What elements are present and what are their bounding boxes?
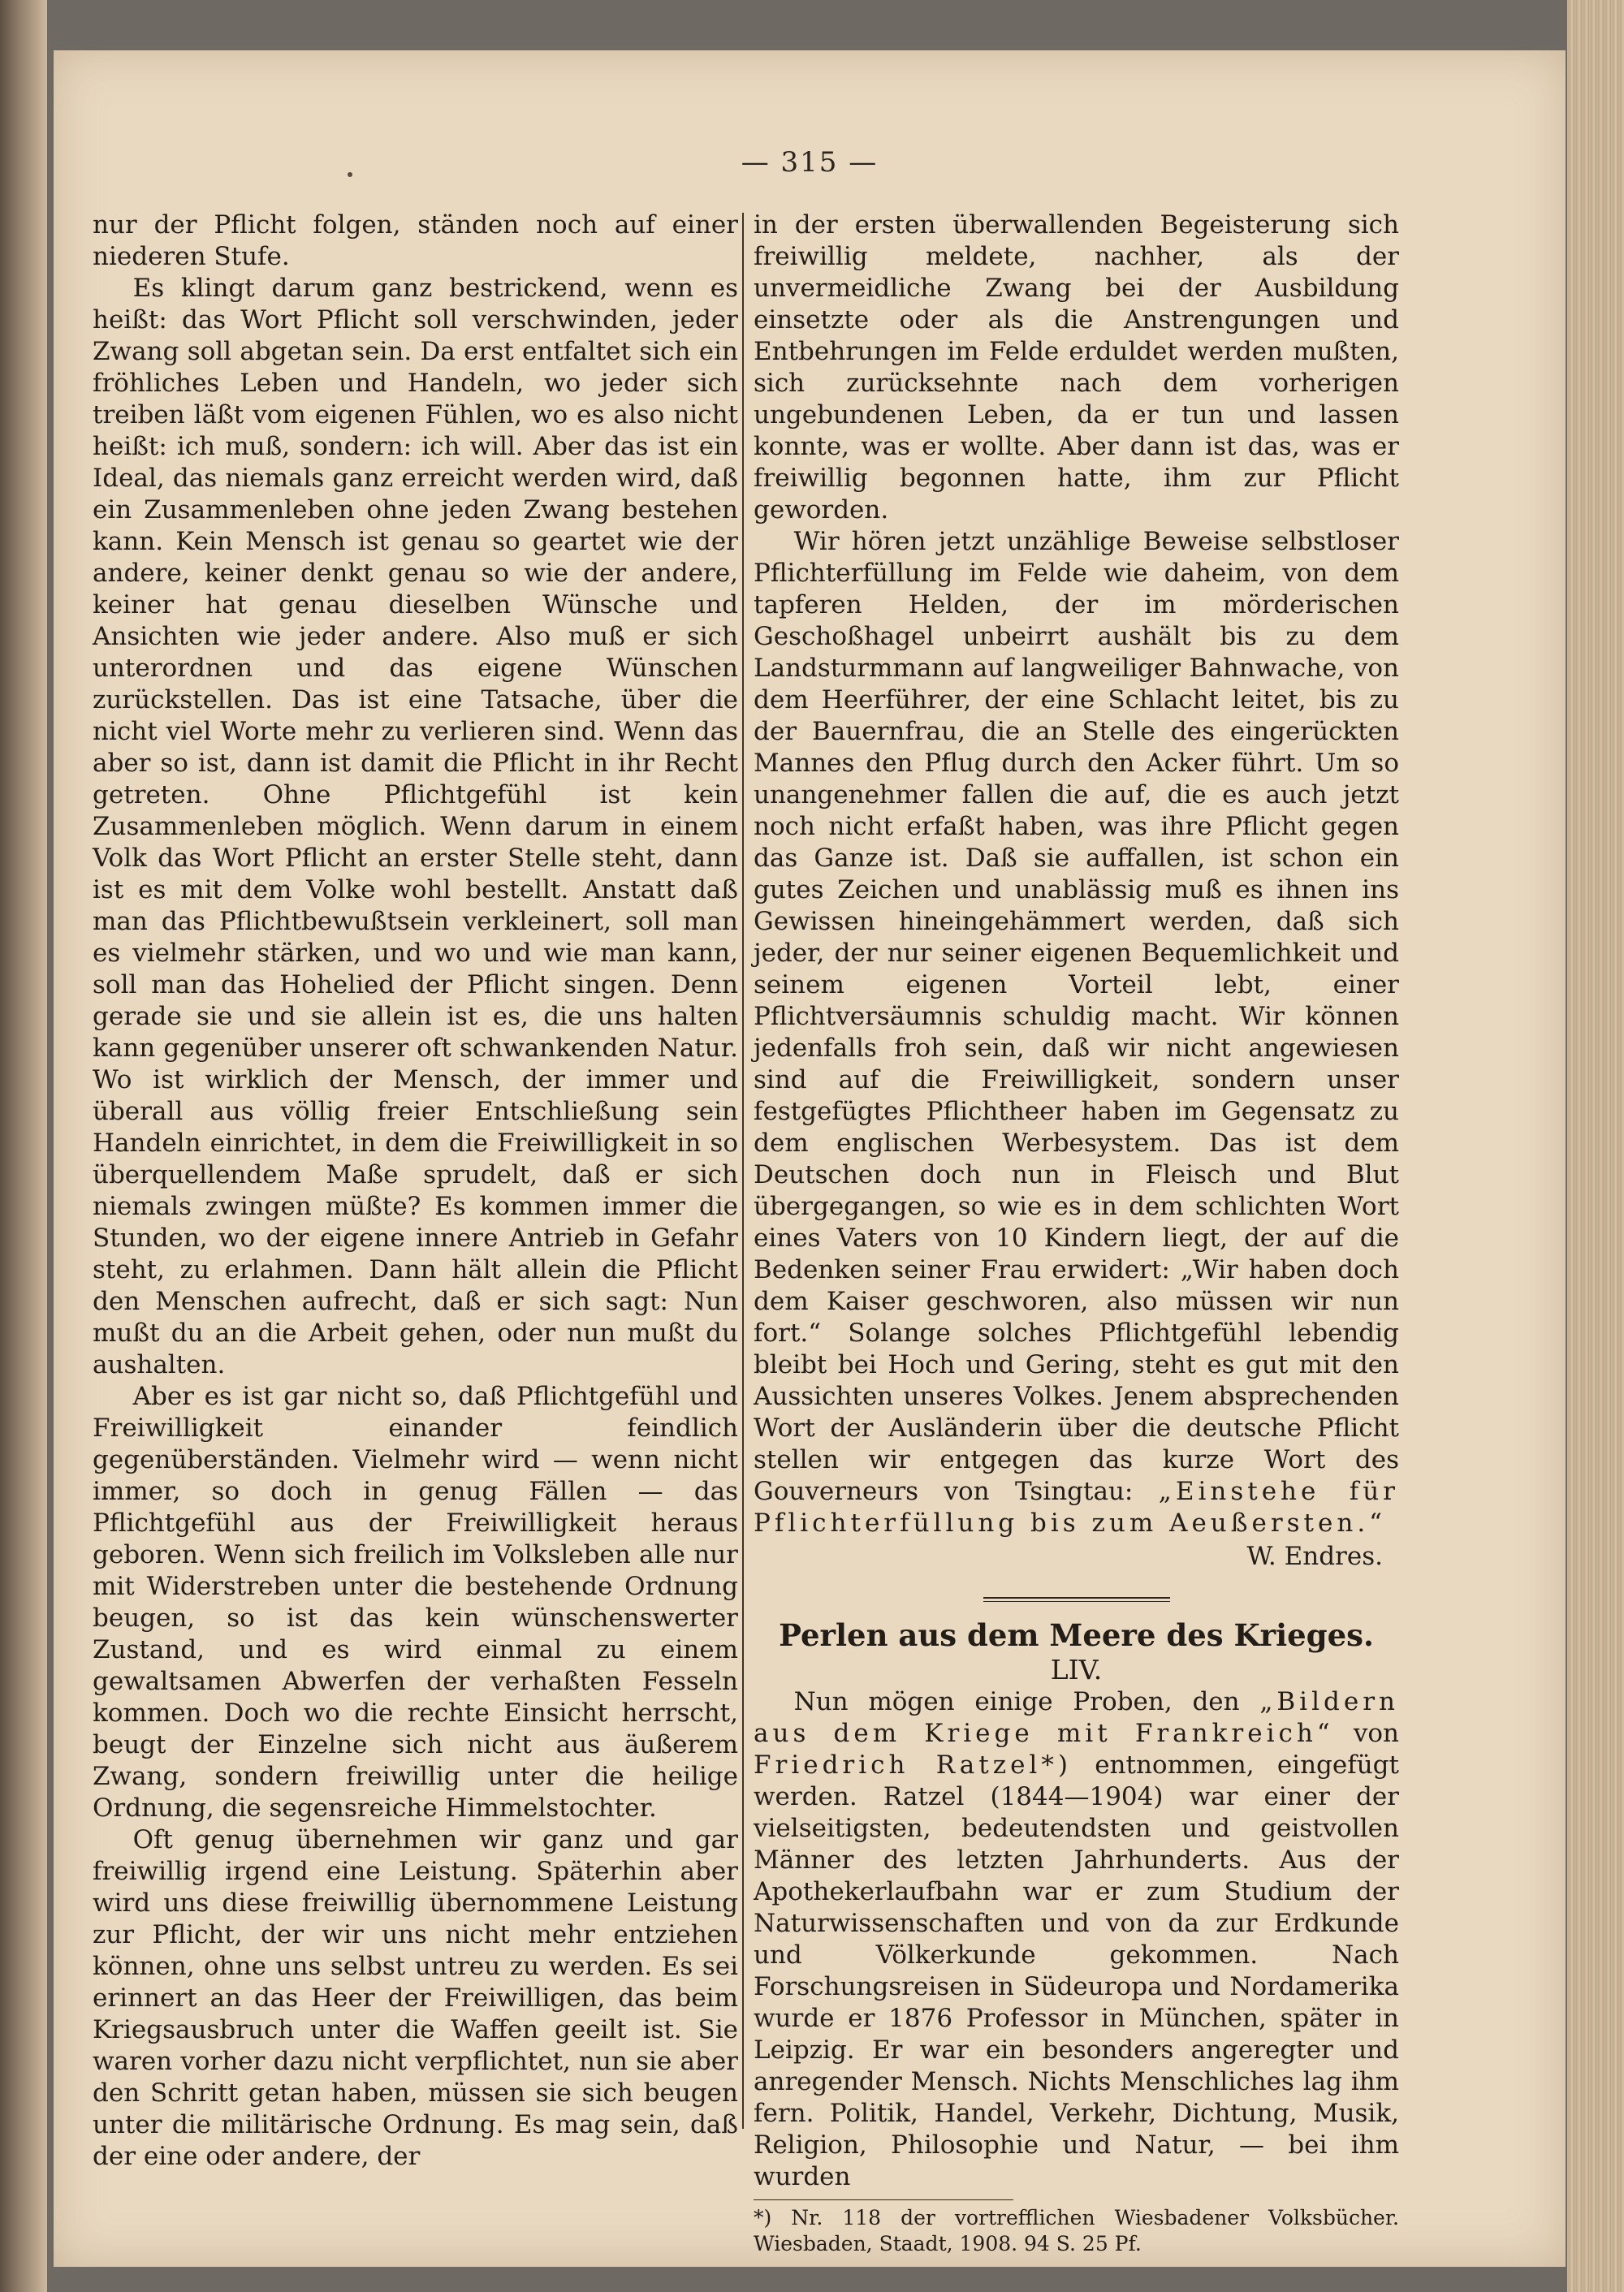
left-paragraph-1: nur der Pflicht folgen, ständen noch auf einer niederen Stufe.: [93, 210, 738, 271]
left-column: [93, 209, 738, 2173]
article-body: entnommen, eingefügt werden. Ratzel (1844—1904) war einer der vielseitigsten, bedeutendsten und geistvollen Männer des letzten Jahrhunderts. Aus der Apothekerlaufbahn war er zum Studium der Naturwissenschaften und von da zur Erdkunde und Völkerkunde gekommen. Nach Forschungsreisen in Südeuropa und Nordamerika wurde er 1876 Professor in München, später in Leipzig. Er war ein besonders angeregter und anregender Mensch. Nichts Menschliches lag ihm fern. Politik, Handel, Verkehr, Dichtung, Musik, Religion, Philosophie und Natur, — bei ihm wurden: [754, 1750, 1399, 2191]
article-intro: Nun mögen einige Proben, den: [793, 1687, 1240, 1716]
book-title: „Bildern aus dem Kriege mit Frankreich“: [754, 1687, 1399, 1748]
right-column: [754, 209, 1399, 2257]
page-number: — 315 —: [741, 146, 879, 179]
column-divider: [742, 213, 744, 2129]
book-author: Friedrich Ratzel*): [754, 1750, 1072, 1780]
page-block-edge: [1567, 0, 1624, 2292]
article-number: LIV.: [1050, 1654, 1103, 1686]
right-paragraph-2-text: Wir hören jetzt unzählige Beweise selbstloser Pflichterfüllung im Felde wie daheim, von dem tapferen Helden, der im mörderischen Geschoßhagel unbeirrt aushält bis zu dem Landsturmmann auf langweiliger Bahnwache, von dem Heerführer, der eine Schlacht leitet, bis zu der Bauernfrau, die an Stelle des eingerückten Mannes den Pflug durch den Acker führt. Um so unangenehmer fallen die auf, die es auch jetzt noch nicht erfaßt haben, was ihre Pflicht gegen das Ganze ist. Daß sie auffallen, ist schon ein gutes Zeichen und unablässig muß es ihnen ins Gewissen hineingehämmert werden, daß sich jeder, der nur seiner eigenen Bequemlichkeit und seinem eigenen Vorteil lebt, einer Pflichtversäumnis schuldig macht. Wir können jedenfalls froh sein, daß wir nicht angewiesen sind auf die Freiwilligkeit, sondern unser festgefügtes Pflichtheer haben im Gegensatz zu dem englischen Werbesystem. Das ist dem Deutschen doch nun in Fleisch und Blut übergegangen, so wie es in dem schlichten Wort eines Vaters von 10 Kindern liegt, der auf die Bedenken seiner Frau erwidert: „Wir haben doch dem Kaiser geschworen, also müssen wir nun fort.“ Solange solches Pflichtgefühl lebendig bleibt bei Hoch und Gering, steht es gut mit den Aussichten unseres Volkes. Jenem absprechenden Wort der Ausländerin über die deutsche Pflicht stellen wir entgegen das kurze Wort des Gouverneurs von Tsingtau:: [754, 527, 1399, 1506]
previous-page-edge: [0, 0, 47, 2292]
article-title: Perlen aus dem Meere des Krieges.: [779, 1617, 1374, 1653]
footnote: *) Nr. 118 der vortrefflichen Wiesbadener Volksbücher. Wiesbaden, Staadt, 1908. 94 S. 25 Pf.: [754, 2206, 1399, 2255]
article-von: von: [1353, 1719, 1399, 1748]
right-paragraph-2: [754, 526, 1399, 1539]
left-paragraph-4: Oft genug übernehmen wir ganz und gar freiwillig irgend eine Leistung. Späterhin aber wird uns diese freiwillig übernommene Leistung zur Pflicht, der wir uns nicht mehr entziehen können, ohne uns selbst untreu zu werden. Es sei erinnert an das Heer der Freiwilligen, das beim Kriegsausbruch unter die Waffen geeilt ist. Sie waren vorher dazu nicht verpflichtet, nun sie aber den Schritt getan haben, müssen sie sich beugen unter die militärische Ordnung. Es mag sein, daß der eine oder andere, der: [93, 1825, 738, 2171]
section-rule: [983, 1597, 1170, 1602]
book-page: [54, 50, 1566, 2267]
right-paragraph-1: in der ersten überwallenden Begeisterung sich freiwillig meldete, nachher, als der unvermeidliche Zwang bei der Ausbildung einsetzte oder als die Anstrengungen und Entbehrungen im Felde erduldet werden mußten, sich zurücksehnte nach dem vorherigen ungebundenen Leben, da er tun und lassen konnte, was er wollte. Aber dann ist das, was er freiwillig begonnen hatte, ihm zur Pflicht geworden.: [754, 210, 1399, 524]
author-signature: W. Endres.: [1246, 1542, 1383, 1571]
left-paragraph-3: Aber es ist gar nicht so, daß Pflichtgefühl und Freiwilligkeit einander feindlich gegenüberständen. Vielmehr wird — wenn nicht immer, so doch in genug Fällen — das Pflichtgefühl aus der Freiwilligkeit heraus geboren. Wenn sich freilich im Volksleben alle nur mit Widerstreben unter die bestehende Ordnung beugen, so ist das kein wünschenswerter Zustand, und es wird einmal zu einem gewaltsamen Abwerfen der verhaßten Fesseln kommen. Doch wo die rechte Einsicht herrscht, beugt der Einzelne sich nicht aus äußerem Zwang, sondern freiwillig unter die heilige Ordnung, die segensreiche Himmelstochter.: [93, 1382, 738, 1823]
footnote-rule: [754, 2199, 1013, 2200]
left-paragraph-2: Es klingt darum ganz bestrickend, wenn es heißt: das Wort Pflicht soll verschwinden, jeder Zwang soll abgetan sein. Da erst entfaltet sich ein fröhliches Leben und Handeln, wo jeder sich treiben läßt vom eigenen Fühlen, wo es also nicht heißt: ich muß, sondern: ich will. Aber das ist ein Ideal, das niemals ganz erreicht werden wird, daß ein Zusammenleben ohne jeden Zwang bestehen kann. Kein Mensch ist genau so geartet wie der andere, keiner denkt genau so wie der andere, keiner hat genau dieselben Wünsche und Ansichten wie jeder andere. Also muß er sich unterordnen und das eigene Wünschen zurückstellen. Das ist eine Tatsache, über die nicht viel Worte mehr zu verlieren sind. Wenn das aber so ist, dann ist damit die Pflicht in ihr Recht getreten. Ohne Pflichtgefühl ist kein Zusammenleben möglich. Wenn darum in einem Volk das Wort Pflicht an erster Stelle steht, dann ist es mit dem Volke wohl bestellt. Anstatt daß man das Pflichtbewußtsein verkleinert, soll man es vielmehr stärken, und wo und wie man kann, soll man das Hohelied der Pflicht singen. Denn gerade sie und sie allein ist es, die uns halten kann gegenüber unserer oft schwankenden Natur. Wo ist wirklich der Mensch, der immer und überall aus völlig freier Entschließung sein Handeln einrichtet, in dem die Freiwilligkeit in so überquellendem Maße sprudelt, daß er sich niemals zwingen müßte? Es kommen immer die Stunden, wo der eigene innere Antrieb in Gefahr steht, zu erlahmen. Dann hält allein die Pflicht den Menschen aufrecht, daß er sich sagt: Nun mußt du an die Arbeit gehen, oder nun mußt du aushalten.: [93, 274, 738, 1379]
article-paragraph: [754, 1686, 1399, 2193]
governor-quote: „Einstehe für Pflichterfüllung bis zum Aeußersten.“: [754, 1477, 1399, 1538]
